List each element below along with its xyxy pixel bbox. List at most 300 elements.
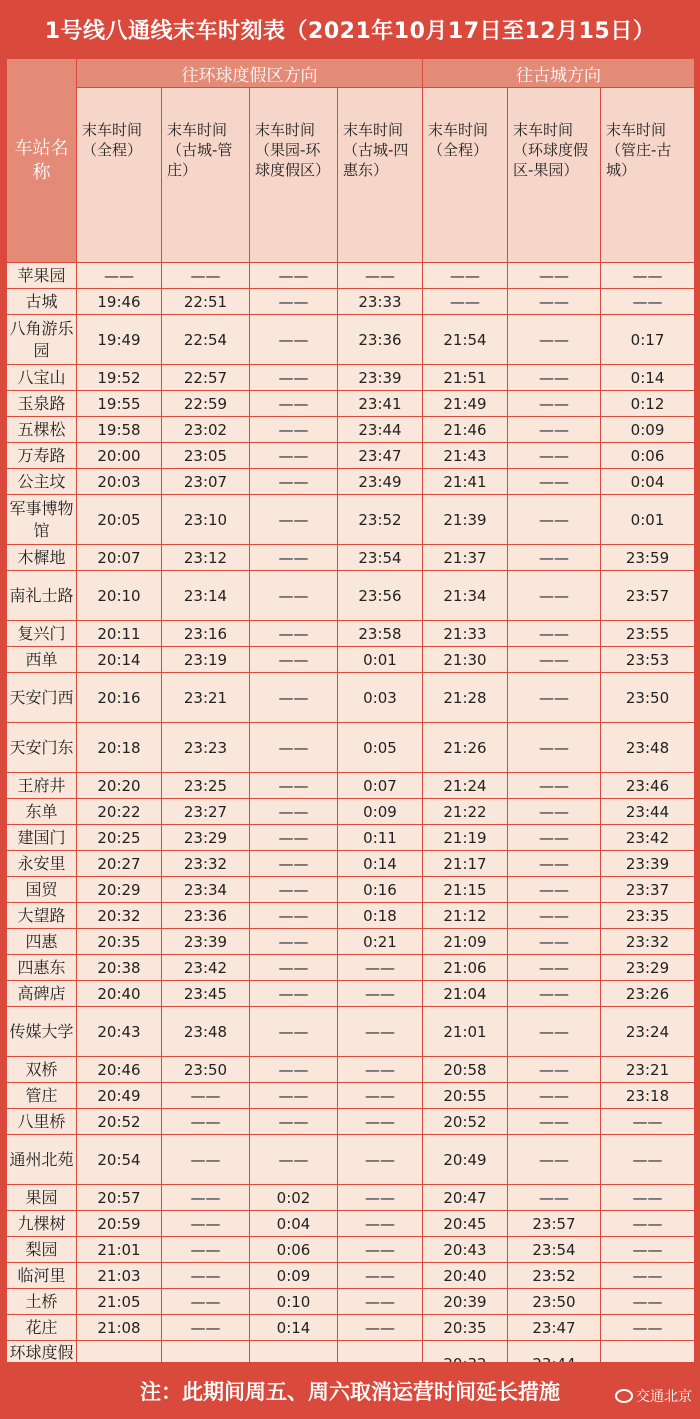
time-cell: 21:46 [423, 417, 508, 443]
time-cell: 23:57 [601, 571, 695, 621]
table-row [7, 799, 695, 825]
table-row [7, 571, 695, 621]
watermark [615, 1386, 692, 1406]
time-cell: 23:47 [508, 1315, 601, 1341]
time-cell: 21:22 [423, 799, 508, 825]
time-cell: 22:51 [162, 289, 250, 315]
time-cell: 21:17 [423, 851, 508, 877]
time-cell: 20:40 [77, 981, 162, 1007]
time-cell: 21:03 [77, 1263, 162, 1289]
time-cell: 20:55 [423, 1083, 508, 1109]
table-row [7, 955, 695, 981]
station-name: 九棵树 [7, 1211, 77, 1237]
table-row [7, 289, 695, 315]
time-cell: 21:04 [423, 981, 508, 1007]
time-cell: 23:50 [162, 1057, 250, 1083]
time-cell: 20:52 [77, 1109, 162, 1135]
time-cell: —— [250, 443, 338, 469]
time-cell: —— [162, 1289, 250, 1315]
station-name: 王府井 [7, 773, 77, 799]
time-cell: 0:14 [338, 851, 423, 877]
station-name: 军事博物馆 [7, 495, 77, 545]
station-name: 木樨地 [7, 545, 77, 571]
time-cell: 23:44 [338, 417, 423, 443]
time-cell: —— [508, 773, 601, 799]
table-row [7, 877, 695, 903]
time-cell: —— [601, 1289, 695, 1315]
column-header: 末车时间（环球度假区-果园） [508, 88, 601, 263]
time-cell: —— [508, 929, 601, 955]
station-name: 管庄 [7, 1083, 77, 1109]
page-title: 1号线八通线末车时刻表（2021年10月17日至12月15日） [44, 18, 656, 44]
station-name: 八宝山 [7, 365, 77, 391]
table-row [7, 647, 695, 673]
time-cell: 23:50 [601, 673, 695, 723]
time-cell: 20:29 [77, 877, 162, 903]
station-name: 八角游乐园 [7, 315, 77, 365]
station-name: 苹果园 [7, 263, 77, 289]
time-cell: 23:48 [162, 1007, 250, 1057]
time-cell: —— [338, 263, 423, 289]
time-cell: 20:46 [77, 1057, 162, 1083]
time-cell: —— [601, 263, 695, 289]
time-cell: —— [250, 929, 338, 955]
time-cell: —— [338, 1263, 423, 1289]
time-cell: 23:58 [338, 621, 423, 647]
time-cell: —— [508, 495, 601, 545]
time-cell: 23:42 [601, 825, 695, 851]
time-cell: —— [338, 1135, 423, 1185]
time-cell: 0:14 [601, 365, 695, 391]
time-cell: —— [601, 1211, 695, 1237]
table-row [7, 773, 695, 799]
table-row [7, 1185, 695, 1211]
time-cell: —— [250, 263, 338, 289]
time-cell: 23:57 [508, 1211, 601, 1237]
time-cell: 20:20 [77, 773, 162, 799]
time-cell: 23:05 [162, 443, 250, 469]
time-cell: 21:43 [423, 443, 508, 469]
station-name: 土桥 [7, 1289, 77, 1315]
column-header: 末车时间（果园-环球度假区） [250, 88, 338, 263]
time-cell: —— [601, 1237, 695, 1263]
station-name: 东单 [7, 799, 77, 825]
time-cell: —— [250, 1135, 338, 1185]
time-cell: 21:05 [77, 1289, 162, 1315]
column-header: 末车时间（古城-四惠东） [338, 88, 423, 263]
time-cell: 23:39 [338, 365, 423, 391]
time-cell: —— [508, 545, 601, 571]
time-cell: —— [508, 443, 601, 469]
time-cell: —— [162, 1315, 250, 1341]
time-cell: —— [601, 1185, 695, 1211]
time-cell: 23:39 [601, 851, 695, 877]
table-row [7, 469, 695, 495]
time-cell: 22:59 [162, 391, 250, 417]
time-cell: 23:33 [338, 289, 423, 315]
time-cell: —— [338, 1185, 423, 1211]
time-cell: 0:14 [250, 1315, 338, 1341]
time-cell: 22:57 [162, 365, 250, 391]
station-name: 南礼士路 [7, 571, 77, 621]
station-name: 古城 [7, 289, 77, 315]
time-cell: —— [250, 1109, 338, 1135]
time-cell: 20:32 [77, 903, 162, 929]
column-header: 末车时间（古城-管庄） [162, 88, 250, 263]
direction-header-universal: 往环球度假区方向 [77, 59, 423, 88]
time-cell: —— [508, 365, 601, 391]
time-cell: —— [250, 1007, 338, 1057]
station-name: 四惠东 [7, 955, 77, 981]
time-cell: 0:06 [601, 443, 695, 469]
time-cell: 20:25 [77, 825, 162, 851]
time-cell: —— [250, 673, 338, 723]
time-cell: 23:29 [601, 955, 695, 981]
time-cell: —— [250, 903, 338, 929]
time-cell: 23:44 [601, 799, 695, 825]
time-cell: 0:05 [338, 723, 423, 773]
table-row [7, 903, 695, 929]
time-cell: 20:49 [423, 1135, 508, 1185]
time-cell: —— [508, 1057, 601, 1083]
time-cell: —— [508, 469, 601, 495]
time-cell: 19:46 [77, 289, 162, 315]
time-cell: —— [508, 1135, 601, 1185]
station-name: 通州北苑 [7, 1135, 77, 1185]
time-cell: —— [508, 391, 601, 417]
time-cell: 19:52 [77, 365, 162, 391]
time-cell: 21:28 [423, 673, 508, 723]
column-header: 末车时间（管庄-古城） [601, 88, 695, 263]
time-cell: —— [162, 1083, 250, 1109]
time-cell: —— [508, 315, 601, 365]
time-cell: 21:26 [423, 723, 508, 773]
table-row [7, 417, 695, 443]
time-cell: —— [508, 417, 601, 443]
time-cell: 20:10 [77, 571, 162, 621]
time-cell: —— [250, 289, 338, 315]
time-cell: —— [601, 1109, 695, 1135]
time-cell: —— [601, 1263, 695, 1289]
time-cell: 20:57 [77, 1185, 162, 1211]
table-row [7, 825, 695, 851]
time-cell: 21:54 [423, 315, 508, 365]
time-cell: —— [508, 263, 601, 289]
time-cell: 21:08 [77, 1315, 162, 1341]
time-cell: —— [508, 621, 601, 647]
time-cell: —— [338, 981, 423, 1007]
station-name: 八里桥 [7, 1109, 77, 1135]
time-cell: —— [162, 1109, 250, 1135]
time-cell: 23:50 [508, 1289, 601, 1315]
time-cell: —— [338, 1237, 423, 1263]
table-row [7, 1057, 695, 1083]
time-cell: 0:09 [601, 417, 695, 443]
time-cell: —— [250, 825, 338, 851]
time-cell: 0:04 [250, 1211, 338, 1237]
time-cell: 23:47 [338, 443, 423, 469]
station-name: 大望路 [7, 903, 77, 929]
time-cell: —— [423, 289, 508, 315]
time-cell: —— [250, 1083, 338, 1109]
time-cell: 23:52 [508, 1263, 601, 1289]
time-cell: 23:19 [162, 647, 250, 673]
time-cell: 23:21 [601, 1057, 695, 1083]
time-cell: —— [508, 289, 601, 315]
time-cell: 20:58 [423, 1057, 508, 1083]
station-name: 双桥 [7, 1057, 77, 1083]
time-cell: 0:17 [601, 315, 695, 365]
time-cell: 23:29 [162, 825, 250, 851]
table-row [7, 851, 695, 877]
time-cell: 20:35 [423, 1315, 508, 1341]
time-cell: 22:54 [162, 315, 250, 365]
time-cell: —— [338, 1057, 423, 1083]
time-cell: —— [162, 263, 250, 289]
time-cell: —— [508, 1083, 601, 1109]
direction-header-gucheng: 往古城方向 [423, 59, 695, 88]
column-header: 末车时间（全程） [77, 88, 162, 263]
time-cell: 20:45 [423, 1211, 508, 1237]
time-cell: 23:56 [338, 571, 423, 621]
table-row [7, 1135, 695, 1185]
station-name: 万寿路 [7, 443, 77, 469]
time-cell: —— [508, 903, 601, 929]
time-cell: 23:27 [162, 799, 250, 825]
station-name: 五棵松 [7, 417, 77, 443]
time-cell: —— [338, 1083, 423, 1109]
time-cell: 0:09 [250, 1263, 338, 1289]
time-cell: 0:04 [601, 469, 695, 495]
time-cell: 21:19 [423, 825, 508, 851]
table-row [7, 929, 695, 955]
time-cell: 21:01 [77, 1237, 162, 1263]
time-cell: —— [601, 1135, 695, 1185]
table-row [7, 365, 695, 391]
time-cell: —— [338, 1289, 423, 1315]
time-cell: 20:05 [77, 495, 162, 545]
time-cell: 21:15 [423, 877, 508, 903]
time-cell: —— [250, 799, 338, 825]
time-cell: 0:06 [250, 1237, 338, 1263]
station-name: 西单 [7, 647, 77, 673]
time-cell: —— [162, 1185, 250, 1211]
time-cell: 0:09 [338, 799, 423, 825]
station-name: 临河里 [7, 1263, 77, 1289]
station-name: 花庄 [7, 1315, 77, 1341]
time-cell: 21:30 [423, 647, 508, 673]
time-cell: 23:59 [601, 545, 695, 571]
time-cell: —— [508, 571, 601, 621]
table-row [7, 981, 695, 1007]
time-cell: 20:16 [77, 673, 162, 723]
time-cell: 21:34 [423, 571, 508, 621]
time-cell: 20:35 [77, 929, 162, 955]
time-cell: 0:21 [338, 929, 423, 955]
time-cell: 23:45 [162, 981, 250, 1007]
table-row [7, 1237, 695, 1263]
time-cell: —— [250, 391, 338, 417]
time-cell: 23:54 [338, 545, 423, 571]
time-cell: —— [162, 1135, 250, 1185]
table-row [7, 1109, 695, 1135]
table-row [7, 1289, 695, 1315]
time-cell: —— [250, 315, 338, 365]
time-cell: 20:14 [77, 647, 162, 673]
time-cell: 23:18 [601, 1083, 695, 1109]
time-cell: 20:27 [77, 851, 162, 877]
time-cell: 23:54 [508, 1237, 601, 1263]
time-cell: —— [250, 365, 338, 391]
time-cell: 23:24 [601, 1007, 695, 1057]
time-cell: —— [250, 621, 338, 647]
time-cell: —— [508, 673, 601, 723]
time-cell: 20:47 [423, 1185, 508, 1211]
time-cell: 23:49 [338, 469, 423, 495]
column-header: 末车时间（全程） [423, 88, 508, 263]
time-cell: 23:34 [162, 877, 250, 903]
time-cell: 20:00 [77, 443, 162, 469]
table-row [7, 723, 695, 773]
time-cell: 19:55 [77, 391, 162, 417]
time-cell: 23:36 [162, 903, 250, 929]
time-cell: —— [250, 851, 338, 877]
table-row [7, 315, 695, 365]
time-cell: —— [250, 877, 338, 903]
station-name: 建国门 [7, 825, 77, 851]
time-cell: 19:58 [77, 417, 162, 443]
time-cell: —— [338, 1109, 423, 1135]
time-cell: 20:39 [423, 1289, 508, 1315]
timetable-body [7, 263, 695, 1387]
time-cell: —— [250, 545, 338, 571]
station-name: 高碑店 [7, 981, 77, 1007]
time-cell: 20:52 [423, 1109, 508, 1135]
table-row [7, 1211, 695, 1237]
time-cell: 23:32 [162, 851, 250, 877]
table-row [7, 263, 695, 289]
station-name: 天安门西 [7, 673, 77, 723]
time-cell: —— [508, 981, 601, 1007]
time-cell: 23:02 [162, 417, 250, 443]
time-cell: 20:38 [77, 955, 162, 981]
time-cell: 0:12 [601, 391, 695, 417]
station-name: 四惠 [7, 929, 77, 955]
time-cell: —— [508, 955, 601, 981]
time-cell: —— [508, 825, 601, 851]
table-row [7, 443, 695, 469]
time-cell: —— [162, 1211, 250, 1237]
time-cell: 0:01 [338, 647, 423, 673]
table-row [7, 673, 695, 723]
time-cell: 20:54 [77, 1135, 162, 1185]
time-cell: 0:03 [338, 673, 423, 723]
time-cell: —— [250, 981, 338, 1007]
time-cell: 20:18 [77, 723, 162, 773]
table-row [7, 1007, 695, 1057]
time-cell: 23:14 [162, 571, 250, 621]
time-cell: 0:11 [338, 825, 423, 851]
time-cell: 0:02 [250, 1185, 338, 1211]
time-cell: —— [423, 263, 508, 289]
time-cell: —— [338, 955, 423, 981]
station-name: 玉泉路 [7, 391, 77, 417]
time-cell: 21:12 [423, 903, 508, 929]
time-cell: —— [250, 469, 338, 495]
time-cell: 23:52 [338, 495, 423, 545]
time-cell: —— [338, 1007, 423, 1057]
time-cell: 23:23 [162, 723, 250, 773]
time-cell: —— [508, 1185, 601, 1211]
time-cell: 23:12 [162, 545, 250, 571]
time-cell: —— [338, 1315, 423, 1341]
time-cell: 0:10 [250, 1289, 338, 1315]
time-cell: 20:40 [423, 1263, 508, 1289]
time-cell: —— [508, 1109, 601, 1135]
station-name: 果园 [7, 1185, 77, 1211]
time-cell: —— [508, 1007, 601, 1057]
time-cell: 21:06 [423, 955, 508, 981]
time-cell: 20:11 [77, 621, 162, 647]
time-cell: 0:07 [338, 773, 423, 799]
station-header: 车站名称 [7, 59, 77, 263]
time-cell: —— [508, 877, 601, 903]
time-cell: 23:25 [162, 773, 250, 799]
time-cell: 21:09 [423, 929, 508, 955]
time-cell: —— [250, 773, 338, 799]
station-name: 国贸 [7, 877, 77, 903]
time-cell: 21:39 [423, 495, 508, 545]
time-cell: —— [338, 1211, 423, 1237]
time-cell: 23:21 [162, 673, 250, 723]
time-cell: 20:59 [77, 1211, 162, 1237]
time-cell: 0:18 [338, 903, 423, 929]
time-cell: 23:46 [601, 773, 695, 799]
time-cell: —— [250, 955, 338, 981]
watermark-text: 交通北京 [636, 1389, 692, 1405]
station-name: 梨园 [7, 1237, 77, 1263]
timetable [6, 58, 695, 1387]
time-cell: 23:53 [601, 647, 695, 673]
station-name: 公主坟 [7, 469, 77, 495]
time-cell: 21:24 [423, 773, 508, 799]
time-cell: —— [250, 417, 338, 443]
time-cell: 20:43 [423, 1237, 508, 1263]
time-cell: 19:49 [77, 315, 162, 365]
time-cell: 0:01 [601, 495, 695, 545]
time-cell: 23:37 [601, 877, 695, 903]
footer-note: 注：此期间周五、周六取消运营时间延长措施 [0, 1362, 700, 1419]
time-cell: 23:35 [601, 903, 695, 929]
station-name: 复兴门 [7, 621, 77, 647]
time-cell: —— [162, 1237, 250, 1263]
time-cell: 23:32 [601, 929, 695, 955]
time-cell: 23:26 [601, 981, 695, 1007]
time-cell: 21:49 [423, 391, 508, 417]
table-row [7, 1315, 695, 1341]
station-name: 天安门东 [7, 723, 77, 773]
time-cell: —— [508, 723, 601, 773]
table-row [7, 545, 695, 571]
time-cell: 23:36 [338, 315, 423, 365]
time-cell: —— [250, 647, 338, 673]
time-cell: 20:49 [77, 1083, 162, 1109]
time-cell: 20:43 [77, 1007, 162, 1057]
time-cell: 23:16 [162, 621, 250, 647]
time-cell: —— [250, 723, 338, 773]
time-cell: —— [162, 1263, 250, 1289]
time-cell: 21:51 [423, 365, 508, 391]
